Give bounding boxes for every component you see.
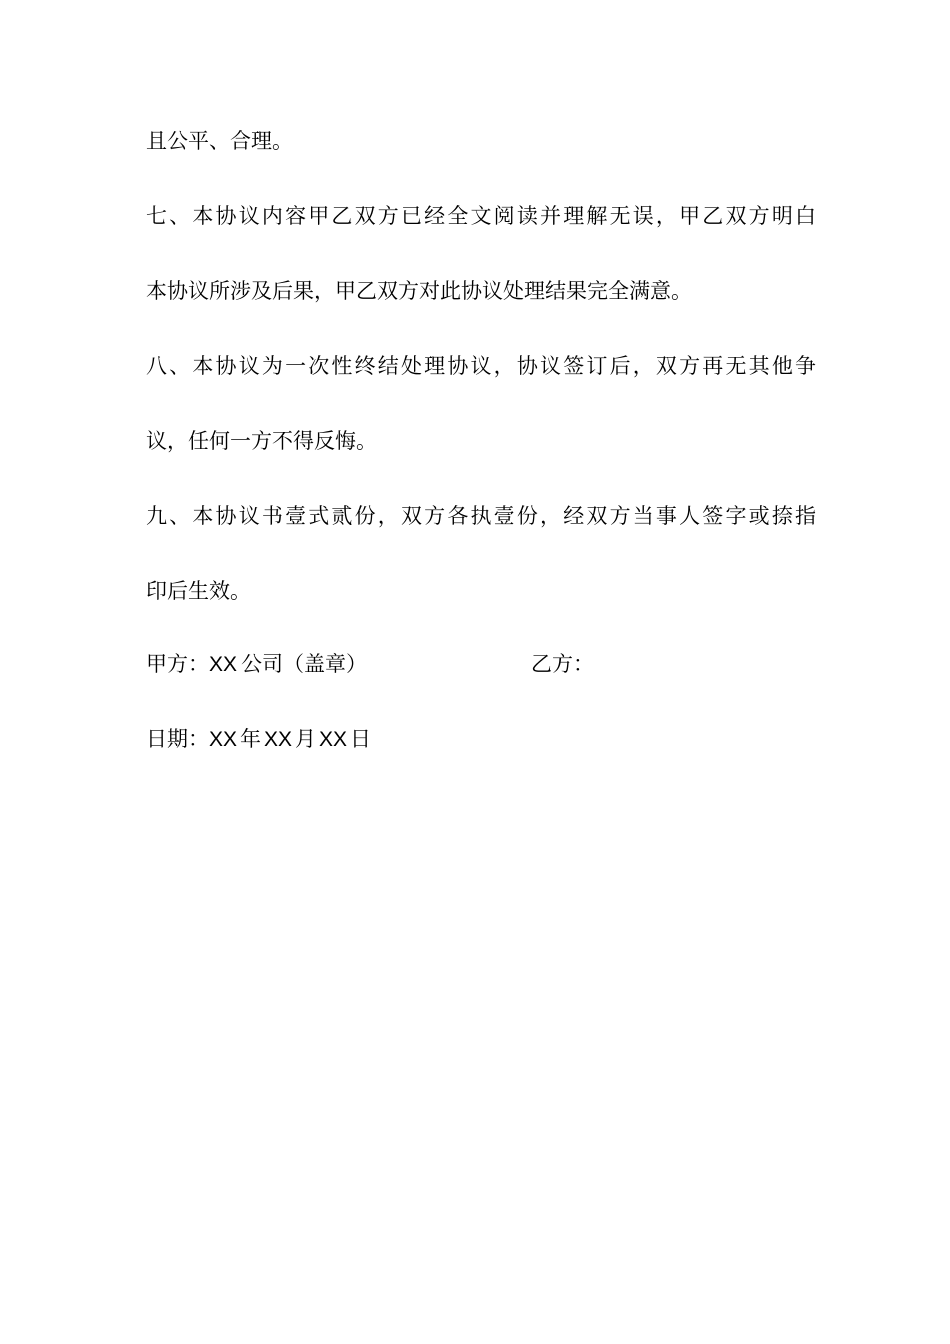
clause-7-line-2: 本协议所涉及后果，甲乙双方对此协议处理结果完全满意。 (146, 279, 692, 303)
signing-date (146, 719, 371, 759)
date-year: XX (209, 728, 238, 751)
date-year-unit: 年 (240, 727, 262, 751)
party-a-company-suffix: 公司（盖章） (241, 652, 368, 676)
date-label: 日期： (146, 727, 209, 751)
clause-9-line-2: 印后生效。 (146, 579, 251, 603)
clause-9-line-1: 九、本协议书壹式贰份，双方各执壹份，经双方当事人签字或捺指 (146, 504, 816, 528)
party-a-company-name: XX (209, 653, 238, 676)
party-b-signature (531, 644, 594, 684)
clause-7-line-1: 七、本协议内容甲乙双方已经全文阅读并理解无误，甲乙双方明白 (146, 204, 816, 228)
date-month-unit: 月 (295, 727, 317, 751)
date-day-unit: 日 (350, 727, 372, 751)
clause-8-line-1: 八、本协议为一次性终结处理协议，协议签订后，双方再无其他争 (146, 354, 816, 378)
party-a-label: 甲方： (146, 652, 209, 676)
party-b-label: 乙方： (531, 652, 594, 676)
party-a-signature (146, 644, 367, 684)
date-month: XX (264, 728, 293, 751)
clause-8-line-2: 议，任何一方不得反悔。 (146, 429, 377, 453)
continuation-text: 且公平、合理。 (146, 129, 293, 153)
date-day: XX (319, 728, 348, 751)
